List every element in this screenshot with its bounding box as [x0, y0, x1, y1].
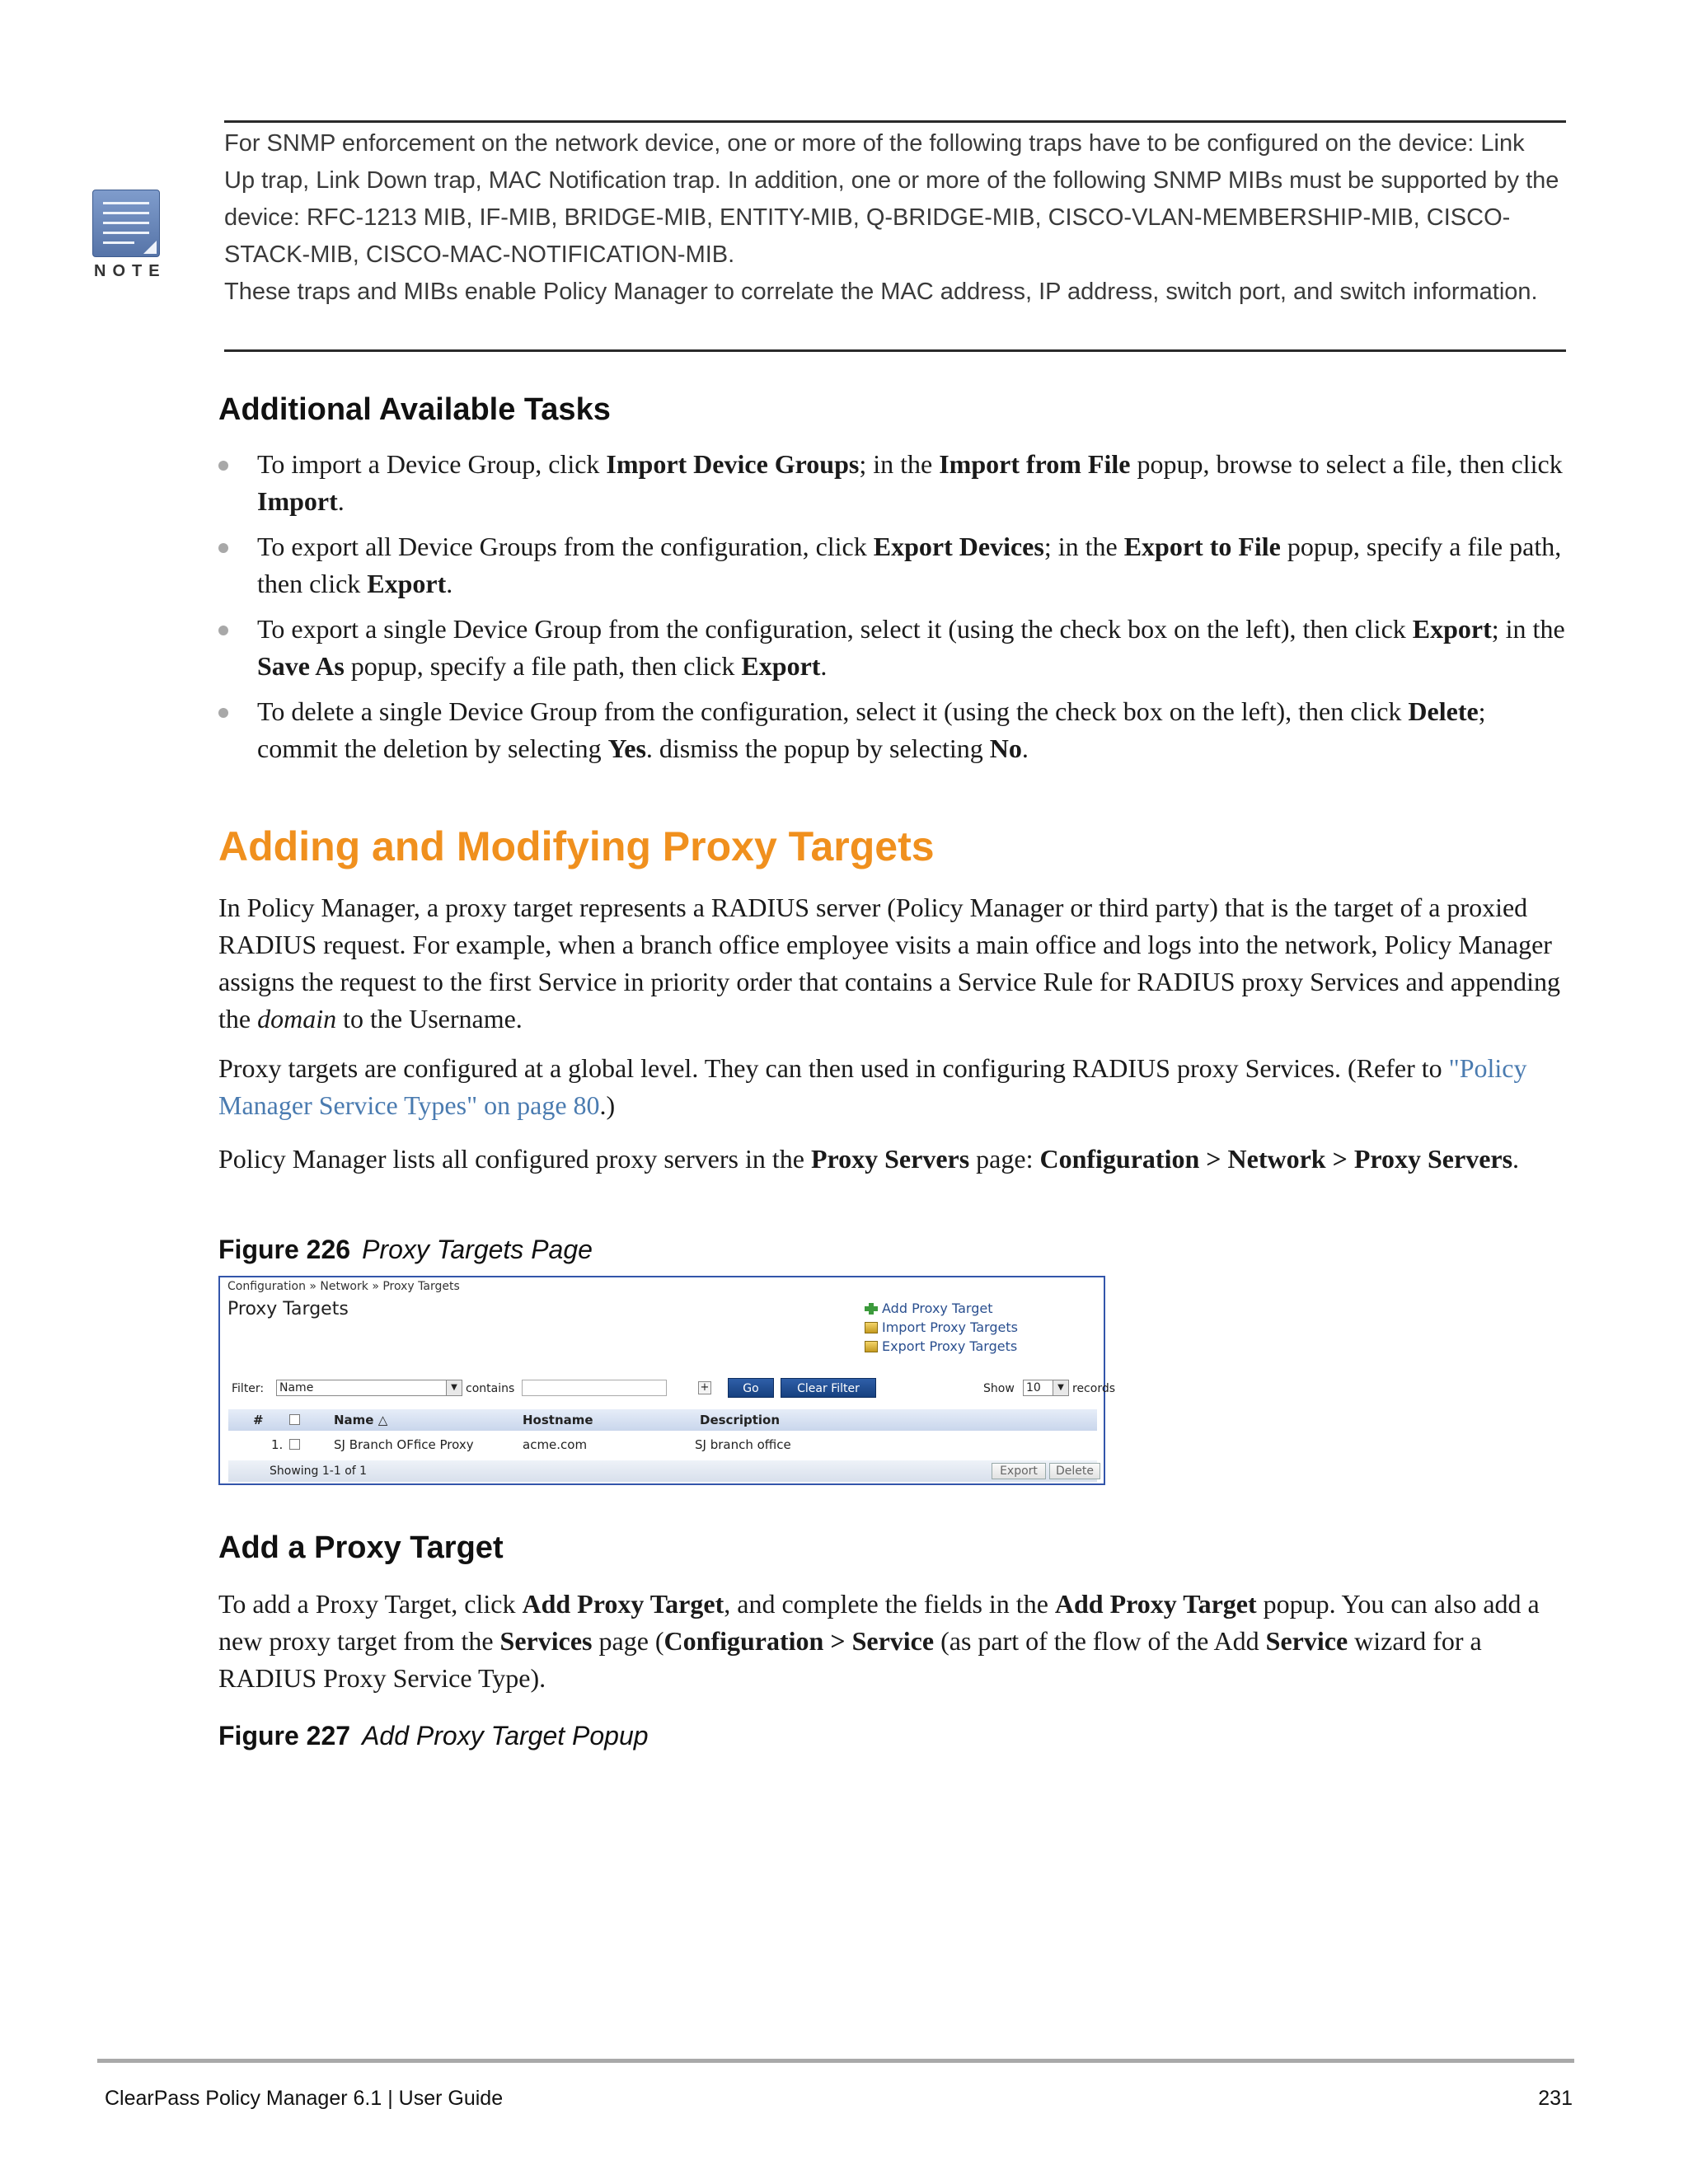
note-text	[224, 125, 1559, 311]
note-top-rule	[224, 120, 1566, 123]
body-paragraph: Policy Manager lists all configured proxy servers in the Proxy Servers page: Configuration > Network > Proxy Servers.	[218, 1144, 1520, 1174]
table-row[interactable]: 1. SJ Branch OFfice Proxy acme.com SJ branch office	[271, 1437, 791, 1452]
action-links	[865, 1299, 1018, 1356]
note-bottom-rule	[224, 349, 1566, 352]
section-heading-tasks: Additional Available Tasks	[218, 392, 611, 427]
proxy-targets-screenshot	[218, 1276, 1116, 1485]
page-title: Proxy Targets	[227, 1299, 349, 1319]
bullet-icon	[218, 708, 228, 718]
note-icon	[92, 190, 166, 281]
bullet-icon	[218, 543, 228, 553]
note-paragraph: For SNMP enforcement on the network device, one or more of the following traps have to be configured on the device: Link Up trap, Link Down trap, MAC Notification trap. In addition, one or more of the following SNMP MIBs must be supported by the device: RFC-1213 MIB, IF-MIB, BRIDGE-MIB, ENTITY-MIB, Q-BRIDGE-MIB, CISCO-VLAN-MEMBERSHIP-MIB, CISCO-STACK-MIB, CISCO-MAC-NOTIFICATION-MIB.	[224, 130, 1559, 268]
delete-button[interactable]: Delete	[1049, 1463, 1100, 1479]
add-filter-button[interactable]: +	[698, 1381, 711, 1394]
page-number: 231	[1538, 2087, 1573, 2110]
column-header-description[interactable]: Description	[700, 1413, 781, 1427]
column-header-name[interactable]: Name △	[334, 1413, 388, 1427]
show-label: Show	[983, 1382, 1015, 1395]
table-footer	[228, 1460, 1097, 1482]
showing-count: Showing 1-1 of 1	[270, 1465, 368, 1478]
filter-label: Filter:	[232, 1382, 265, 1395]
clear-filter-button[interactable]: Clear Filter	[781, 1378, 876, 1398]
export-proxy-targets-link[interactable]: Export Proxy Targets	[865, 1337, 1018, 1356]
import-proxy-targets-link[interactable]: Import Proxy Targets	[865, 1318, 1018, 1337]
list-item: To import a Device Group, click Import Device Groups; in the Import from File popup, browse to select a file, then click Import.	[218, 446, 1570, 520]
body-paragraph: In Policy Manager, a proxy target represents a RADIUS server (Policy Manager or third party) that is the target of a proxied RADIUS request. For example, when a branch office employee visits a main office and logs into the network, Policy Manager assigns the request to the first Service in priority order that contains a Service Rule for RADIUS proxy Services and appending the domain to the Username.	[218, 893, 1561, 1033]
table-header	[228, 1409, 1097, 1431]
column-header-number: #	[253, 1413, 264, 1427]
note-paragraph: These traps and MIBs enable Policy Manager to correlate the MAC address, IP address, switch port, and switch information.	[224, 279, 1538, 305]
notepad-icon	[92, 190, 160, 257]
export-icon	[865, 1341, 878, 1352]
go-button[interactable]: Go	[728, 1378, 774, 1398]
add-proxy-target-link[interactable]: Add Proxy Target	[865, 1299, 1018, 1318]
section-heading-add-proxy-target: Add a Proxy Target	[218, 1530, 504, 1565]
list-item: To export a single Device Group from the configuration, select it (using the check box on the left), then click Export; in the Save As popup, specify a file path, then click Export.	[218, 611, 1570, 685]
bullet-icon	[218, 626, 228, 635]
chevron-down-icon: ▼	[1053, 1380, 1068, 1395]
task-list	[218, 446, 1570, 776]
records-select[interactable]: 10 ▼	[1023, 1380, 1069, 1396]
footer-title: ClearPass Policy Manager 6.1 | User Guide	[105, 2087, 504, 2110]
footer-rule	[97, 2059, 1574, 2063]
import-icon	[865, 1322, 878, 1333]
figure-caption: Figure 227 Add Proxy Target Popup	[218, 1721, 649, 1750]
list-item: To export all Device Groups from the configuration, click Export Devices; in the Export to File popup, specify a file path, then click Export.	[218, 528, 1570, 602]
breadcrumb: Configuration » Network » Proxy Targets	[227, 1280, 460, 1293]
contains-label: contains	[466, 1382, 515, 1395]
figure-caption: Figure 226 Proxy Targets Page	[218, 1235, 593, 1264]
list-item: To delete a single Device Group from the configuration, select it (using the check box on the left), then click Delete; commit the deletion by selecting Yes. dismiss the popup by selecting No.	[218, 693, 1570, 767]
bullet-icon	[218, 461, 228, 471]
body-paragraph: Proxy targets are configured at a global level. They can then used in configuring RADIUS proxy Services. (Refer to "Policy Manager Service Types" on page 80.)	[218, 1053, 1527, 1120]
chapter-heading: Adding and Modifying Proxy Targets	[218, 823, 935, 869]
row-checkbox[interactable]	[289, 1439, 300, 1450]
service-types-link[interactable]: "Policy Manager Service Types" on page 80	[218, 1053, 1527, 1120]
body-paragraph: To add a Proxy Target, click Add Proxy Target, and complete the fields in the Add Proxy Target popup. You can also add a new proxy target from the Services page (Configuration > Service (as part of the flow of the Add Service wizard for a RADIUS Proxy Service Type).	[218, 1589, 1540, 1693]
add-icon	[865, 1303, 878, 1315]
records-label: records	[1072, 1382, 1116, 1395]
chevron-down-icon: ▼	[446, 1380, 462, 1395]
export-button[interactable]: Export	[992, 1463, 1046, 1479]
filter-value-input[interactable]	[522, 1380, 667, 1396]
note-icon-label: NOTE	[94, 262, 166, 280]
select-all-checkbox[interactable]	[289, 1414, 300, 1425]
column-header-hostname[interactable]: Hostname	[523, 1413, 593, 1427]
filter-select[interactable]: Name ▼	[276, 1380, 462, 1396]
filter-row	[232, 1380, 1116, 1401]
